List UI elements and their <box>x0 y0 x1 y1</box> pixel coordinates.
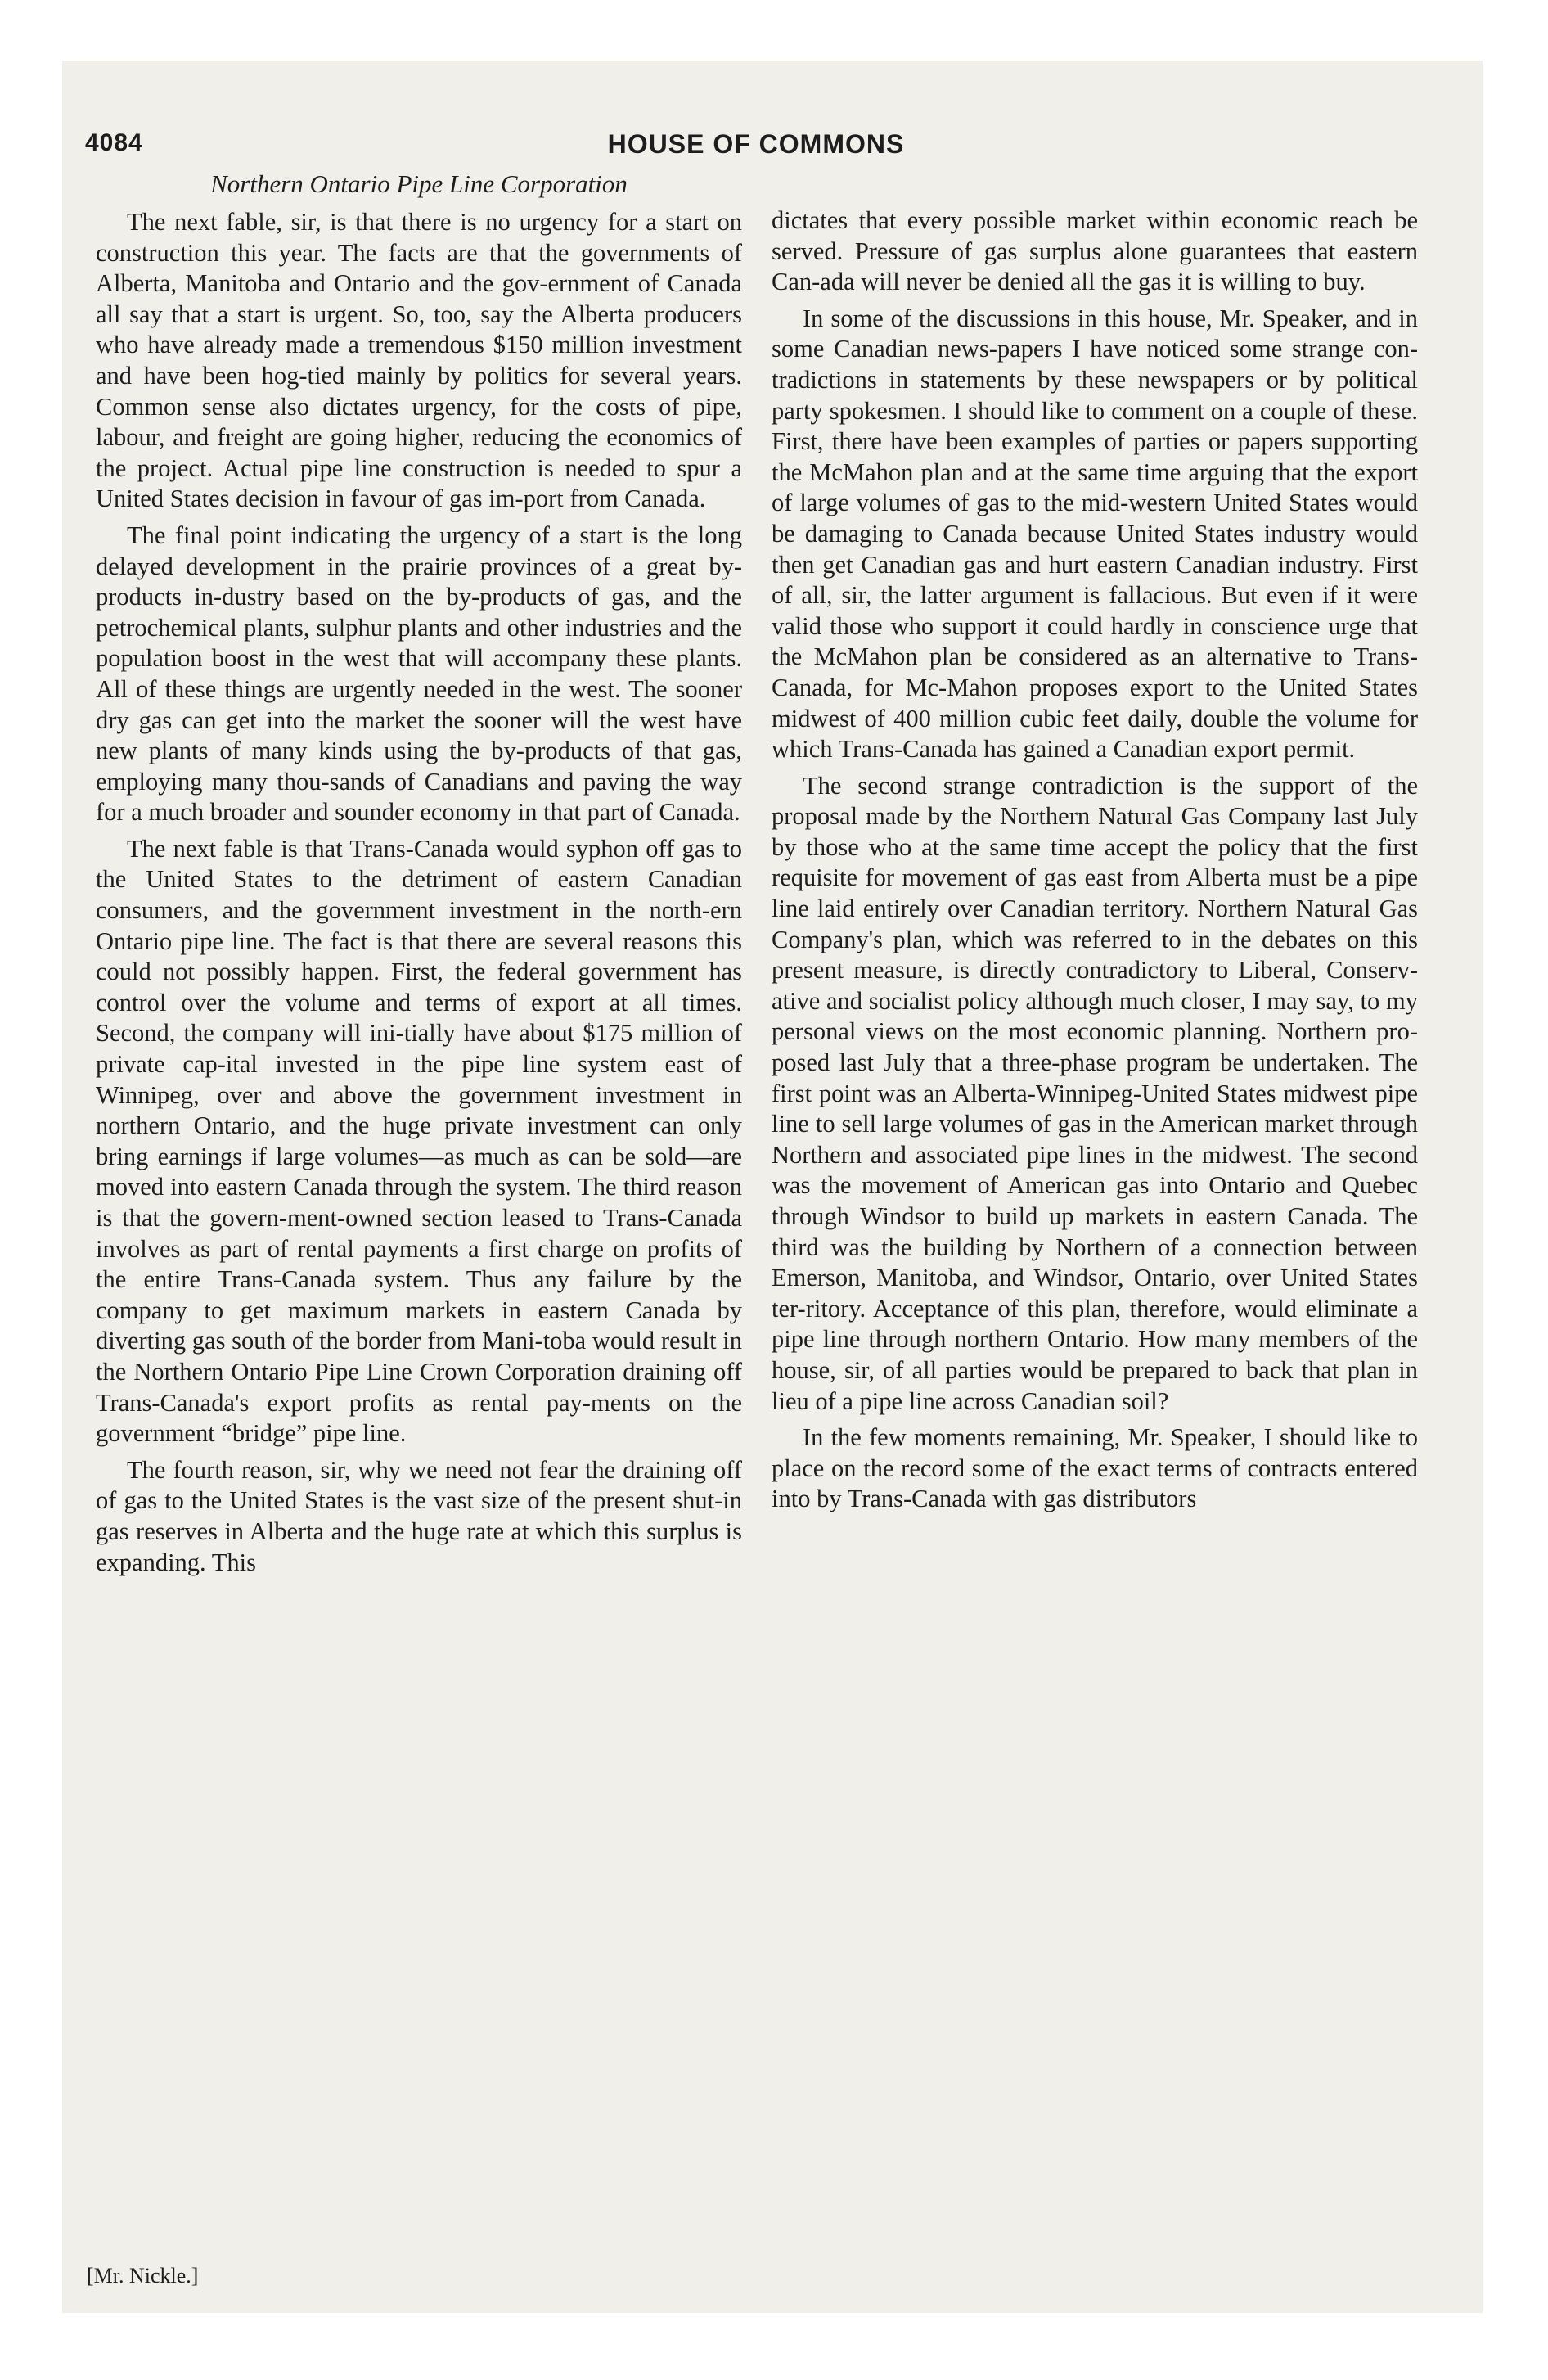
page-number: 4084 <box>85 129 143 156</box>
left-column <box>96 168 742 1584</box>
paragraph: The fourth reason, sir, why we need not fear the draining off of gas to the United States is the vast size of the present shut-in gas reserves in Alberta and the huge rate at which this surplus is expanding. This <box>96 1455 742 1576</box>
paragraph: The final point indicating the urgency of a start is the long delayed development in the prairie provinces of a great by-products in-dustry based on the by-products of gas, and the petrochemical plants, sulphur plants and other industries and the population boost in the west that will accompany these plants. All of these things are urgently needed in the west. The sooner dry gas can get into the market the sooner will the west have new plants of many kinds using the by-products of that gas, employing many thou-sands of Canadians and paving the way for a much broader and sounder economy in that part of Canada. <box>96 521 742 827</box>
paragraph: The next fable, sir, is that there is no urgency for a start on construction this year. The facts are that the governments of Alberta, Manitoba and Ontario and the gov-ernment of Canada all say that a start is urgent. So, too, say the Alberta producers who have already made a tremendous $150 million investment and have been hog-tied mainly by politics for several years. Common sense also dictates urgency, for the costs of pipe, labour, and freight are going higher, reducing the economics of the project. Actual pipe line construction is needed to spur a United States decision in favour of gas im-port from Canada. <box>96 208 742 513</box>
paragraph: In some of the discussions in this house, Mr. Speaker, and in some Canadian news-papers I have noticed some strange con-tradictions in statements by these newspapers or by political party spokesmen. I should like to comment on a couple of these. First, there have been examples of parties or papers supporting the McMahon plan and at the same time arguing that the export of large volumes of gas to the mid-western United States would be damaging to Canada because United States industry would then get Canadian gas and hurt eastern Canadian industry. First of all, sir, the latter argument is fallacious. But even if it were valid those who support it could hardly in conscience urge that the McMahon plan be considered as an alternative to Trans-Canada, for Mc-Mahon proposes export to the United States midwest of 400 million cubic feet daily, double the volume for which Trans-Canada has gained a Canadian export permit. <box>772 304 1418 764</box>
running-head: HOUSE OF COMMONS <box>607 129 905 159</box>
speaker-footer: [Mr. Nickle.] <box>87 2264 199 2288</box>
right-column <box>772 205 1418 1521</box>
paragraph-continued: dictates that every possible market within economic reach be served. Pressure of gas surplus alone guarantees that eastern Can-ada will never be denied all the gas it is willing to buy. <box>772 206 1418 296</box>
subject-heading: Northern Ontario Pipe Line Corporation <box>210 169 628 198</box>
paragraph: The next fable is that Trans-Canada would syphon off gas to the United States to the detriment of eastern Canadian consumers, and the government investment in the north-ern Ontario pipe line. The fact is that there are several reasons this could not possibly happen. First, the federal government has control over the volume and terms of export at all times. Second, the company will ini-tially have about $175 million of private cap-ital invested in the pipe line system east of Winnipeg, over and above the government investment in northern Ontario, and the huge private investment can only bring earnings if large volumes—as much as can be sold—are moved into eastern Canada through the system. The third reason is that the govern-ment-owned section leased to Trans-Canada involves as part of rental payments a first charge on profits of the entire Trans-Canada system. Thus any failure by the company to get maximum markets in eastern Canada by diverting gas south of the border from Mani-toba would result in the Northern Ontario Pipe Line Crown Corporation draining off Trans-Canada's export profits as rental pay-ments on the government “bridge” pipe line. <box>96 834 742 1448</box>
paragraph: The second strange contradiction is the support of the proposal made by the Northern Natural Gas Company last July by those who at the same time accept the policy that the first requisite for movement of gas east from Alberta must be a pipe line laid entirely over Canadian territory. Northern Natural Gas Company's plan, which was referred to in the debates on this present measure, is directly contradictory to Liberal, Conserv-ative and socialist policy although much closer, I may say, to my personal views on the most economic planning. Northern pro-posed last July that a three-phase program be undertaken. The first point was an Alberta-Winnipeg-United States midwest pipe line to sell large volumes of gas in the American market through Northern and associated pipe lines in the midwest. The second was the movement of American gas into Ontario and Quebec through Windsor to build up markets in eastern Canada. The third was the building by Northern of a connection between Emerson, Manitoba, and Windsor, Ontario, over United States ter-ritory. Acceptance of this plan, therefore, would eliminate a pipe line through northern Ontario. How many members of the house, sir, of all parties would be prepared to back that plan in lieu of a pipe line across Canadian soil? <box>772 771 1418 1415</box>
paragraph: In the few moments remaining, Mr. Speaker, I should like to place on the record some of the exact terms of contracts entered into by Trans-Canada with gas distributors <box>772 1423 1418 1513</box>
